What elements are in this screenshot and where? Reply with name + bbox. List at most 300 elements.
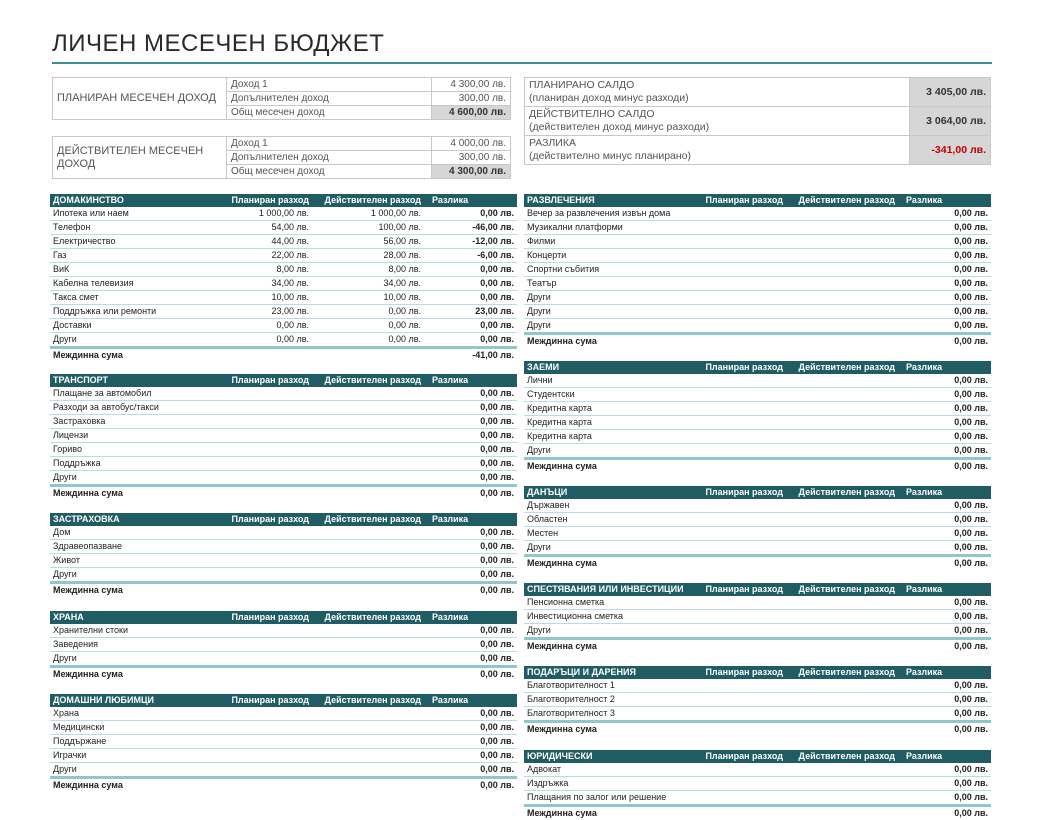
section-header — [50, 513, 517, 526]
actual-cost-cell[interactable] — [312, 568, 424, 583]
actual-cost-cell[interactable] — [786, 527, 898, 541]
planned-cost-cell[interactable] — [696, 235, 786, 249]
section-title: ЮРИДИЧЕСКИ — [524, 750, 696, 763]
planned-cost-cell[interactable] — [696, 305, 786, 319]
expense-item-name[interactable]: Филми — [524, 235, 696, 249]
expense-item-name[interactable]: Кабелна телевизия — [50, 277, 222, 291]
expense-item-name[interactable]: Други — [524, 291, 696, 305]
table-row — [50, 207, 517, 221]
difference-label: РАЗЛИКА (действително минус планирано) — [525, 136, 910, 165]
actual-cost-cell[interactable] — [786, 235, 898, 249]
planned-cost-cell[interactable] — [222, 624, 312, 638]
difference-cell: 0,00 лв. — [424, 207, 517, 221]
actual-cost-cell[interactable] — [786, 707, 898, 722]
difference-cell: -6,00 лв. — [424, 249, 517, 263]
subtotal-row — [524, 806, 991, 820]
subtotal-actual-cell — [786, 806, 898, 820]
difference-cell: 0,00 лв. — [898, 513, 991, 527]
expense-item-name[interactable]: Поддържане — [50, 735, 222, 749]
planned-cost-cell[interactable] — [696, 263, 786, 277]
expense-item-name[interactable]: ВиК — [50, 263, 222, 277]
income-total-value: 4 600,00 лв. — [432, 106, 511, 120]
difference-cell: 0,00 лв. — [898, 402, 991, 416]
subtotal-label: Междинна сума — [50, 583, 222, 598]
income-name-cell[interactable]: Допълнителен доход — [227, 151, 432, 165]
actual-cost-cell[interactable] — [312, 749, 424, 763]
subtotal-value: 0,00 лв. — [898, 334, 991, 349]
subtotal-value: 0,00 лв. — [424, 583, 517, 598]
planned-cost-cell[interactable]: 8,00 лв. — [222, 263, 312, 277]
subtotal-actual-cell — [786, 639, 898, 654]
income-total-label: Общ месечен доход — [227, 106, 432, 120]
expense-item-name[interactable]: Местен — [524, 527, 696, 541]
expense-item-name[interactable]: Музикални платформи — [524, 221, 696, 235]
expense-item-name[interactable]: Областен — [524, 513, 696, 527]
planned-cost-cell[interactable] — [696, 777, 786, 791]
table-row — [50, 526, 517, 540]
subtotal-row — [524, 459, 991, 474]
table-row — [524, 221, 991, 235]
difference-cell: 0,00 лв. — [898, 499, 991, 513]
actual-cost-cell[interactable]: 10,00 лв. — [312, 291, 424, 305]
actual-cost-cell[interactable] — [786, 305, 898, 319]
expense-item-name[interactable]: Спортни събития — [524, 263, 696, 277]
section-title: ТРАНСПОРТ — [50, 374, 222, 387]
table-row — [524, 499, 991, 513]
difference-cell: 0,00 лв. — [424, 638, 517, 652]
table-row — [524, 263, 991, 277]
planned-cost-cell[interactable]: 34,00 лв. — [222, 277, 312, 291]
table-row — [50, 333, 517, 348]
actual-cost-cell[interactable] — [312, 652, 424, 667]
expense-item-name[interactable]: Студентски — [524, 388, 696, 402]
planned-cost-cell[interactable] — [696, 444, 786, 459]
difference-cell: 0,00 лв. — [898, 277, 991, 291]
difference-cell: 0,00 лв. — [898, 763, 991, 777]
section-header — [524, 750, 991, 763]
section-title: ДАНЪЦИ — [524, 486, 696, 499]
planned-cost-cell[interactable] — [222, 638, 312, 652]
planned-cost-cell[interactable] — [222, 707, 312, 721]
expense-item-name[interactable]: Пенсионна сметка — [524, 596, 696, 610]
actual-cost-cell[interactable] — [786, 374, 898, 388]
expense-item-name[interactable]: Телефон — [50, 221, 222, 235]
expense-item-name[interactable]: Издръжка — [524, 777, 696, 791]
expense-section-table — [50, 513, 517, 597]
planned-cost-cell[interactable] — [222, 568, 312, 583]
expense-item-name[interactable]: Заведения — [50, 638, 222, 652]
table-row — [524, 513, 991, 527]
actual-income-table — [52, 136, 511, 179]
subtotal-actual-cell — [786, 556, 898, 571]
actual-cost-cell[interactable] — [312, 638, 424, 652]
expense-item-name[interactable]: Кредитна карта — [524, 416, 696, 430]
difference-header: Разлика — [424, 611, 517, 624]
expense-item-name[interactable]: Други — [524, 624, 696, 639]
table-row — [524, 791, 991, 806]
difference-cell: 0,00 лв. — [424, 763, 517, 778]
actual-cost-cell[interactable] — [312, 429, 424, 443]
subtotal-row — [50, 583, 517, 598]
income-name-cell[interactable]: Допълнителен доход — [227, 92, 432, 106]
actual-cost-cell[interactable] — [786, 221, 898, 235]
expense-section-table — [524, 666, 991, 736]
subtotal-value: 0,00 лв. — [898, 556, 991, 571]
actual-cost-cell[interactable]: 0,00 лв. — [312, 333, 424, 348]
section-header — [50, 194, 517, 207]
planned-cost-cell[interactable] — [222, 721, 312, 735]
actual-cost-cell[interactable] — [786, 430, 898, 444]
actual-cost-cell[interactable] — [786, 513, 898, 527]
planned-cost-cell[interactable] — [222, 457, 312, 471]
table-row — [50, 415, 517, 429]
income-name-cell[interactable]: Доход 1 — [227, 78, 432, 92]
expense-item-name[interactable]: Дом — [50, 526, 222, 540]
actual-cost-cell[interactable] — [312, 707, 424, 721]
difference-header: Разлика — [898, 750, 991, 763]
actual-cost-cell[interactable]: 100,00 лв. — [312, 221, 424, 235]
actual-cost-cell[interactable] — [786, 791, 898, 806]
section-header — [524, 194, 991, 207]
table-row — [50, 735, 517, 749]
planned-cost-cell[interactable] — [696, 319, 786, 334]
subtotal-row — [50, 778, 517, 793]
actual-cost-cell[interactable] — [786, 763, 898, 777]
subtotal-label: Междинна сума — [524, 556, 696, 571]
section-header — [524, 486, 991, 499]
actual-cost-cell[interactable] — [786, 679, 898, 693]
expense-item-name[interactable]: Ипотека или наем — [50, 207, 222, 221]
planned-cost-cell[interactable]: 54,00 лв. — [222, 221, 312, 235]
planned-cost-cell[interactable]: 23,00 лв. — [222, 305, 312, 319]
expense-item-name[interactable]: Други — [524, 305, 696, 319]
actual-cost-cell[interactable] — [786, 207, 898, 221]
planned-cost-cell[interactable] — [696, 374, 786, 388]
actual-cost-cell[interactable] — [312, 624, 424, 638]
actual-cost-cell[interactable] — [786, 249, 898, 263]
planned-cost-cell[interactable] — [696, 277, 786, 291]
difference-cell: 0,00 лв. — [424, 707, 517, 721]
expense-item-name[interactable]: Други — [524, 541, 696, 556]
difference-cell: 0,00 лв. — [898, 263, 991, 277]
subtotal-label: Междинна сума — [524, 334, 696, 349]
actual-cost-cell[interactable] — [786, 402, 898, 416]
table-row — [50, 540, 517, 554]
planned-cost-cell[interactable] — [696, 402, 786, 416]
expense-item-name[interactable]: Доставки — [50, 319, 222, 333]
planned-cost-cell[interactable] — [696, 513, 786, 527]
planned-cost-cell[interactable] — [696, 527, 786, 541]
expense-section-table — [524, 486, 991, 570]
expense-item-name[interactable]: Играчки — [50, 749, 222, 763]
expense-section-table — [524, 194, 991, 348]
planned-cost-cell[interactable] — [222, 429, 312, 443]
expense-item-name[interactable]: Храна — [50, 707, 222, 721]
title-divider — [52, 62, 992, 64]
section-title: ПОДАРЪЦИ И ДАРЕНИЯ — [524, 666, 696, 679]
section-title: ХРАНА — [50, 611, 222, 624]
subtotal-label: Междинна сума — [524, 459, 696, 474]
difference-cell: 0,00 лв. — [898, 430, 991, 444]
planned-cost-cell[interactable] — [696, 791, 786, 806]
actual-cost-cell[interactable] — [312, 554, 424, 568]
subtotal-label: Междинна сума — [524, 806, 696, 820]
planned-cost-cell[interactable]: 22,00 лв. — [222, 249, 312, 263]
table-row — [50, 763, 517, 778]
expense-item-name[interactable]: Гориво — [50, 443, 222, 457]
expense-section-table — [524, 750, 991, 820]
expense-item-name[interactable]: Хранителни стоки — [50, 624, 222, 638]
actual-cost-cell[interactable]: 34,00 лв. — [312, 277, 424, 291]
planned-cost-cell[interactable] — [696, 624, 786, 639]
planned-cost-cell[interactable]: 0,00 лв. — [222, 333, 312, 348]
section-header — [50, 611, 517, 624]
actual-cost-cell[interactable] — [312, 526, 424, 540]
planned-cost-cell[interactable] — [222, 526, 312, 540]
actual-cost-cell[interactable]: 0,00 лв. — [312, 305, 424, 319]
table-row — [50, 305, 517, 319]
planned-cost-cell[interactable]: 1 000,00 лв. — [222, 207, 312, 221]
subtotal-planned-cell — [222, 778, 312, 793]
expense-item-name[interactable]: Други — [524, 319, 696, 334]
planned-cost-cell[interactable] — [696, 207, 786, 221]
expense-item-name[interactable]: Благотворителност 2 — [524, 693, 696, 707]
difference-cell: 0,00 лв. — [424, 263, 517, 277]
actual-cost-cell[interactable] — [312, 401, 424, 415]
table-row — [50, 721, 517, 735]
section-title: ДОМАШНИ ЛЮБИМЦИ — [50, 694, 222, 707]
planned-cost-cell[interactable] — [696, 763, 786, 777]
planned-cost-cell[interactable] — [696, 249, 786, 263]
expense-item-name[interactable]: Други — [50, 568, 222, 583]
difference-header: Разлика — [898, 194, 991, 207]
planned-cost-cell[interactable] — [222, 554, 312, 568]
subtotal-row — [524, 556, 991, 571]
expense-item-name[interactable]: Други — [50, 471, 222, 486]
actual-cost-cell[interactable] — [786, 444, 898, 459]
planned-cost-cell[interactable] — [222, 540, 312, 554]
actual-income-label: ДЕЙСТВИТЕЛЕН МЕСЕЧЕН ДОХОД — [53, 137, 227, 179]
planned-cost-cell[interactable] — [222, 387, 312, 401]
difference-cell: 0,00 лв. — [424, 291, 517, 305]
table-row — [524, 430, 991, 444]
planned-cost-cell[interactable] — [696, 693, 786, 707]
expense-item-name[interactable]: Лицензи — [50, 429, 222, 443]
difference-cell: 0,00 лв. — [424, 319, 517, 333]
actual-cost-cell[interactable] — [786, 610, 898, 624]
planned-cost-cell[interactable] — [222, 652, 312, 667]
expense-item-name[interactable]: Лични — [524, 374, 696, 388]
planned-cost-cell[interactable] — [222, 443, 312, 457]
actual-balance-label: ДЕЙСТВИТЕЛНО САЛДО (действителен доход минус разходи) — [525, 107, 910, 136]
expense-item-name[interactable]: Електричество — [50, 235, 222, 249]
subtotal-planned-cell — [222, 486, 312, 501]
actual-header: Действителен разход — [312, 611, 424, 624]
planned-cost-cell[interactable] — [222, 749, 312, 763]
actual-cost-cell[interactable] — [312, 457, 424, 471]
table-row — [524, 235, 991, 249]
planned-income-label: ПЛАНИРАН МЕСЕЧЕН ДОХОД — [53, 78, 227, 120]
expense-item-name[interactable]: Други — [50, 763, 222, 778]
expense-item-name[interactable]: Благотворителност 3 — [524, 707, 696, 722]
income-total-label: Общ месечен доход — [227, 165, 432, 179]
actual-cost-cell[interactable] — [312, 721, 424, 735]
section-title: ДОМАКИНСТВО — [50, 194, 222, 207]
planned-cost-cell[interactable] — [696, 499, 786, 513]
expense-item-name[interactable]: Театър — [524, 277, 696, 291]
subtotal-planned-cell — [696, 334, 786, 349]
expense-item-name[interactable]: Други — [524, 444, 696, 459]
actual-cost-cell[interactable] — [786, 693, 898, 707]
section-title: СПЕСТЯВАНИЯ ИЛИ ИНВЕСТИЦИИ — [524, 583, 696, 596]
table-row — [524, 249, 991, 263]
planned-cost-cell[interactable] — [696, 679, 786, 693]
planned-cost-cell[interactable] — [696, 541, 786, 556]
planned-cost-cell[interactable]: 10,00 лв. — [222, 291, 312, 305]
actual-cost-cell[interactable] — [312, 471, 424, 486]
planned-cost-cell[interactable] — [222, 735, 312, 749]
expense-item-name[interactable]: Благотворителност 1 — [524, 679, 696, 693]
planned-cost-cell[interactable]: 0,00 лв. — [222, 319, 312, 333]
difference-cell: 0,00 лв. — [424, 443, 517, 457]
planned-cost-cell[interactable] — [696, 388, 786, 402]
difference-cell: 0,00 лв. — [898, 541, 991, 556]
difference-header: Разлика — [898, 486, 991, 499]
table-row — [524, 402, 991, 416]
difference-cell: 0,00 лв. — [424, 624, 517, 638]
table-row — [50, 554, 517, 568]
planned-cost-cell[interactable] — [222, 763, 312, 778]
difference-cell: 0,00 лв. — [898, 791, 991, 806]
planned-cost-cell[interactable]: 44,00 лв. — [222, 235, 312, 249]
difference-cell: 0,00 лв. — [898, 319, 991, 334]
table-row — [50, 707, 517, 721]
expense-item-name[interactable]: Поддръжка или ремонти — [50, 305, 222, 319]
planned-cost-cell[interactable] — [696, 416, 786, 430]
actual-cost-cell[interactable] — [312, 415, 424, 429]
actual-cost-cell[interactable] — [312, 443, 424, 457]
expense-item-name[interactable]: Застраховка — [50, 415, 222, 429]
expense-item-name[interactable]: Вечер за развлечения извън дома — [524, 207, 696, 221]
expense-item-name[interactable]: Медицински — [50, 721, 222, 735]
subtotal-row — [50, 348, 517, 363]
planned-cost-cell[interactable] — [222, 415, 312, 429]
income-value-cell[interactable]: 300,00 лв. — [432, 151, 511, 165]
actual-cost-cell[interactable]: 56,00 лв. — [312, 235, 424, 249]
table-row — [524, 610, 991, 624]
expense-item-name[interactable]: Здравеопазване — [50, 540, 222, 554]
expense-item-name[interactable]: Разходи за автобус/такси — [50, 401, 222, 415]
section-header — [50, 694, 517, 707]
planned-cost-cell[interactable] — [696, 596, 786, 610]
actual-cost-cell[interactable] — [786, 596, 898, 610]
income-value-cell[interactable]: 4 000,00 лв. — [432, 137, 511, 151]
expense-item-name[interactable]: Плащане за автомобил — [50, 387, 222, 401]
difference-cell: 0,00 лв. — [898, 207, 991, 221]
expense-item-name[interactable]: Държавен — [524, 499, 696, 513]
expense-item-name[interactable]: Кредитна карта — [524, 430, 696, 444]
expense-item-name[interactable]: Други — [50, 333, 222, 348]
actual-cost-cell[interactable] — [786, 277, 898, 291]
table-row — [524, 305, 991, 319]
actual-cost-cell[interactable] — [312, 735, 424, 749]
actual-cost-cell[interactable] — [312, 540, 424, 554]
expense-item-name[interactable]: Живот — [50, 554, 222, 568]
planned-cost-cell[interactable] — [696, 430, 786, 444]
difference-header: Разлика — [424, 694, 517, 707]
subtotal-planned-cell — [696, 806, 786, 820]
actual-cost-cell[interactable] — [786, 624, 898, 639]
income-value-cell[interactable]: 4 300,00 лв. — [432, 78, 511, 92]
income-name-cell[interactable]: Доход 1 — [227, 137, 432, 151]
actual-cost-cell[interactable] — [312, 387, 424, 401]
expense-item-name[interactable]: Други — [50, 652, 222, 667]
expense-item-name[interactable]: Плащания по залог или решение — [524, 791, 696, 806]
subtotal-label: Междинна сума — [50, 778, 222, 793]
actual-header: Действителен разход — [312, 194, 424, 207]
planned-header: Планиран разход — [696, 666, 786, 679]
actual-cost-cell[interactable]: 8,00 лв. — [312, 263, 424, 277]
difference-cell: 0,00 лв. — [898, 388, 991, 402]
actual-cost-cell[interactable] — [786, 416, 898, 430]
expense-item-name[interactable]: Инвестиционна сметка — [524, 610, 696, 624]
subtotal-planned-cell — [696, 556, 786, 571]
income-value-cell[interactable]: 300,00 лв. — [432, 92, 511, 106]
table-row — [524, 527, 991, 541]
section-title: РАЗВЛЕЧЕНИЯ — [524, 194, 696, 207]
actual-cost-cell[interactable] — [786, 499, 898, 513]
subtotal-label: Междинна сума — [50, 348, 222, 363]
planned-cost-cell[interactable] — [222, 471, 312, 486]
expense-item-name[interactable]: Газ — [50, 249, 222, 263]
actual-cost-cell[interactable] — [786, 541, 898, 556]
planned-cost-cell[interactable] — [696, 291, 786, 305]
expense-item-name[interactable]: Концерти — [524, 249, 696, 263]
table-row — [50, 221, 517, 235]
planned-cost-cell[interactable] — [696, 610, 786, 624]
expense-item-name[interactable]: Кредитна карта — [524, 402, 696, 416]
subtotal-planned-cell — [222, 583, 312, 598]
actual-cost-cell[interactable]: 0,00 лв. — [312, 319, 424, 333]
expense-item-name[interactable]: Такса смет — [50, 291, 222, 305]
actual-cost-cell[interactable] — [786, 263, 898, 277]
table-row — [524, 319, 991, 334]
subtotal-planned-cell — [696, 722, 786, 737]
actual-cost-cell[interactable] — [786, 388, 898, 402]
expense-item-name[interactable]: Адвокат — [524, 763, 696, 777]
subtotal-value: 0,00 лв. — [424, 667, 517, 682]
balance-summary-table — [524, 77, 991, 165]
difference-cell: 0,00 лв. — [898, 444, 991, 459]
actual-cost-cell[interactable] — [786, 777, 898, 791]
actual-cost-cell[interactable] — [312, 763, 424, 778]
planned-cost-cell[interactable] — [696, 221, 786, 235]
difference-cell: 0,00 лв. — [424, 540, 517, 554]
planned-cost-cell[interactable] — [696, 707, 786, 722]
actual-cost-cell[interactable]: 28,00 лв. — [312, 249, 424, 263]
subtotal-value: -41,00 лв. — [424, 348, 517, 363]
planned-cost-cell[interactable] — [222, 401, 312, 415]
difference-header: Разлика — [424, 513, 517, 526]
actual-cost-cell[interactable]: 1 000,00 лв. — [312, 207, 424, 221]
expense-item-name[interactable]: Поддръжка — [50, 457, 222, 471]
actual-cost-cell[interactable] — [786, 291, 898, 305]
difference-cell: 0,00 лв. — [898, 707, 991, 722]
table-row — [50, 387, 517, 401]
actual-cost-cell[interactable] — [786, 319, 898, 334]
difference-cell: 0,00 лв. — [898, 777, 991, 791]
difference-cell: 0,00 лв. — [424, 749, 517, 763]
